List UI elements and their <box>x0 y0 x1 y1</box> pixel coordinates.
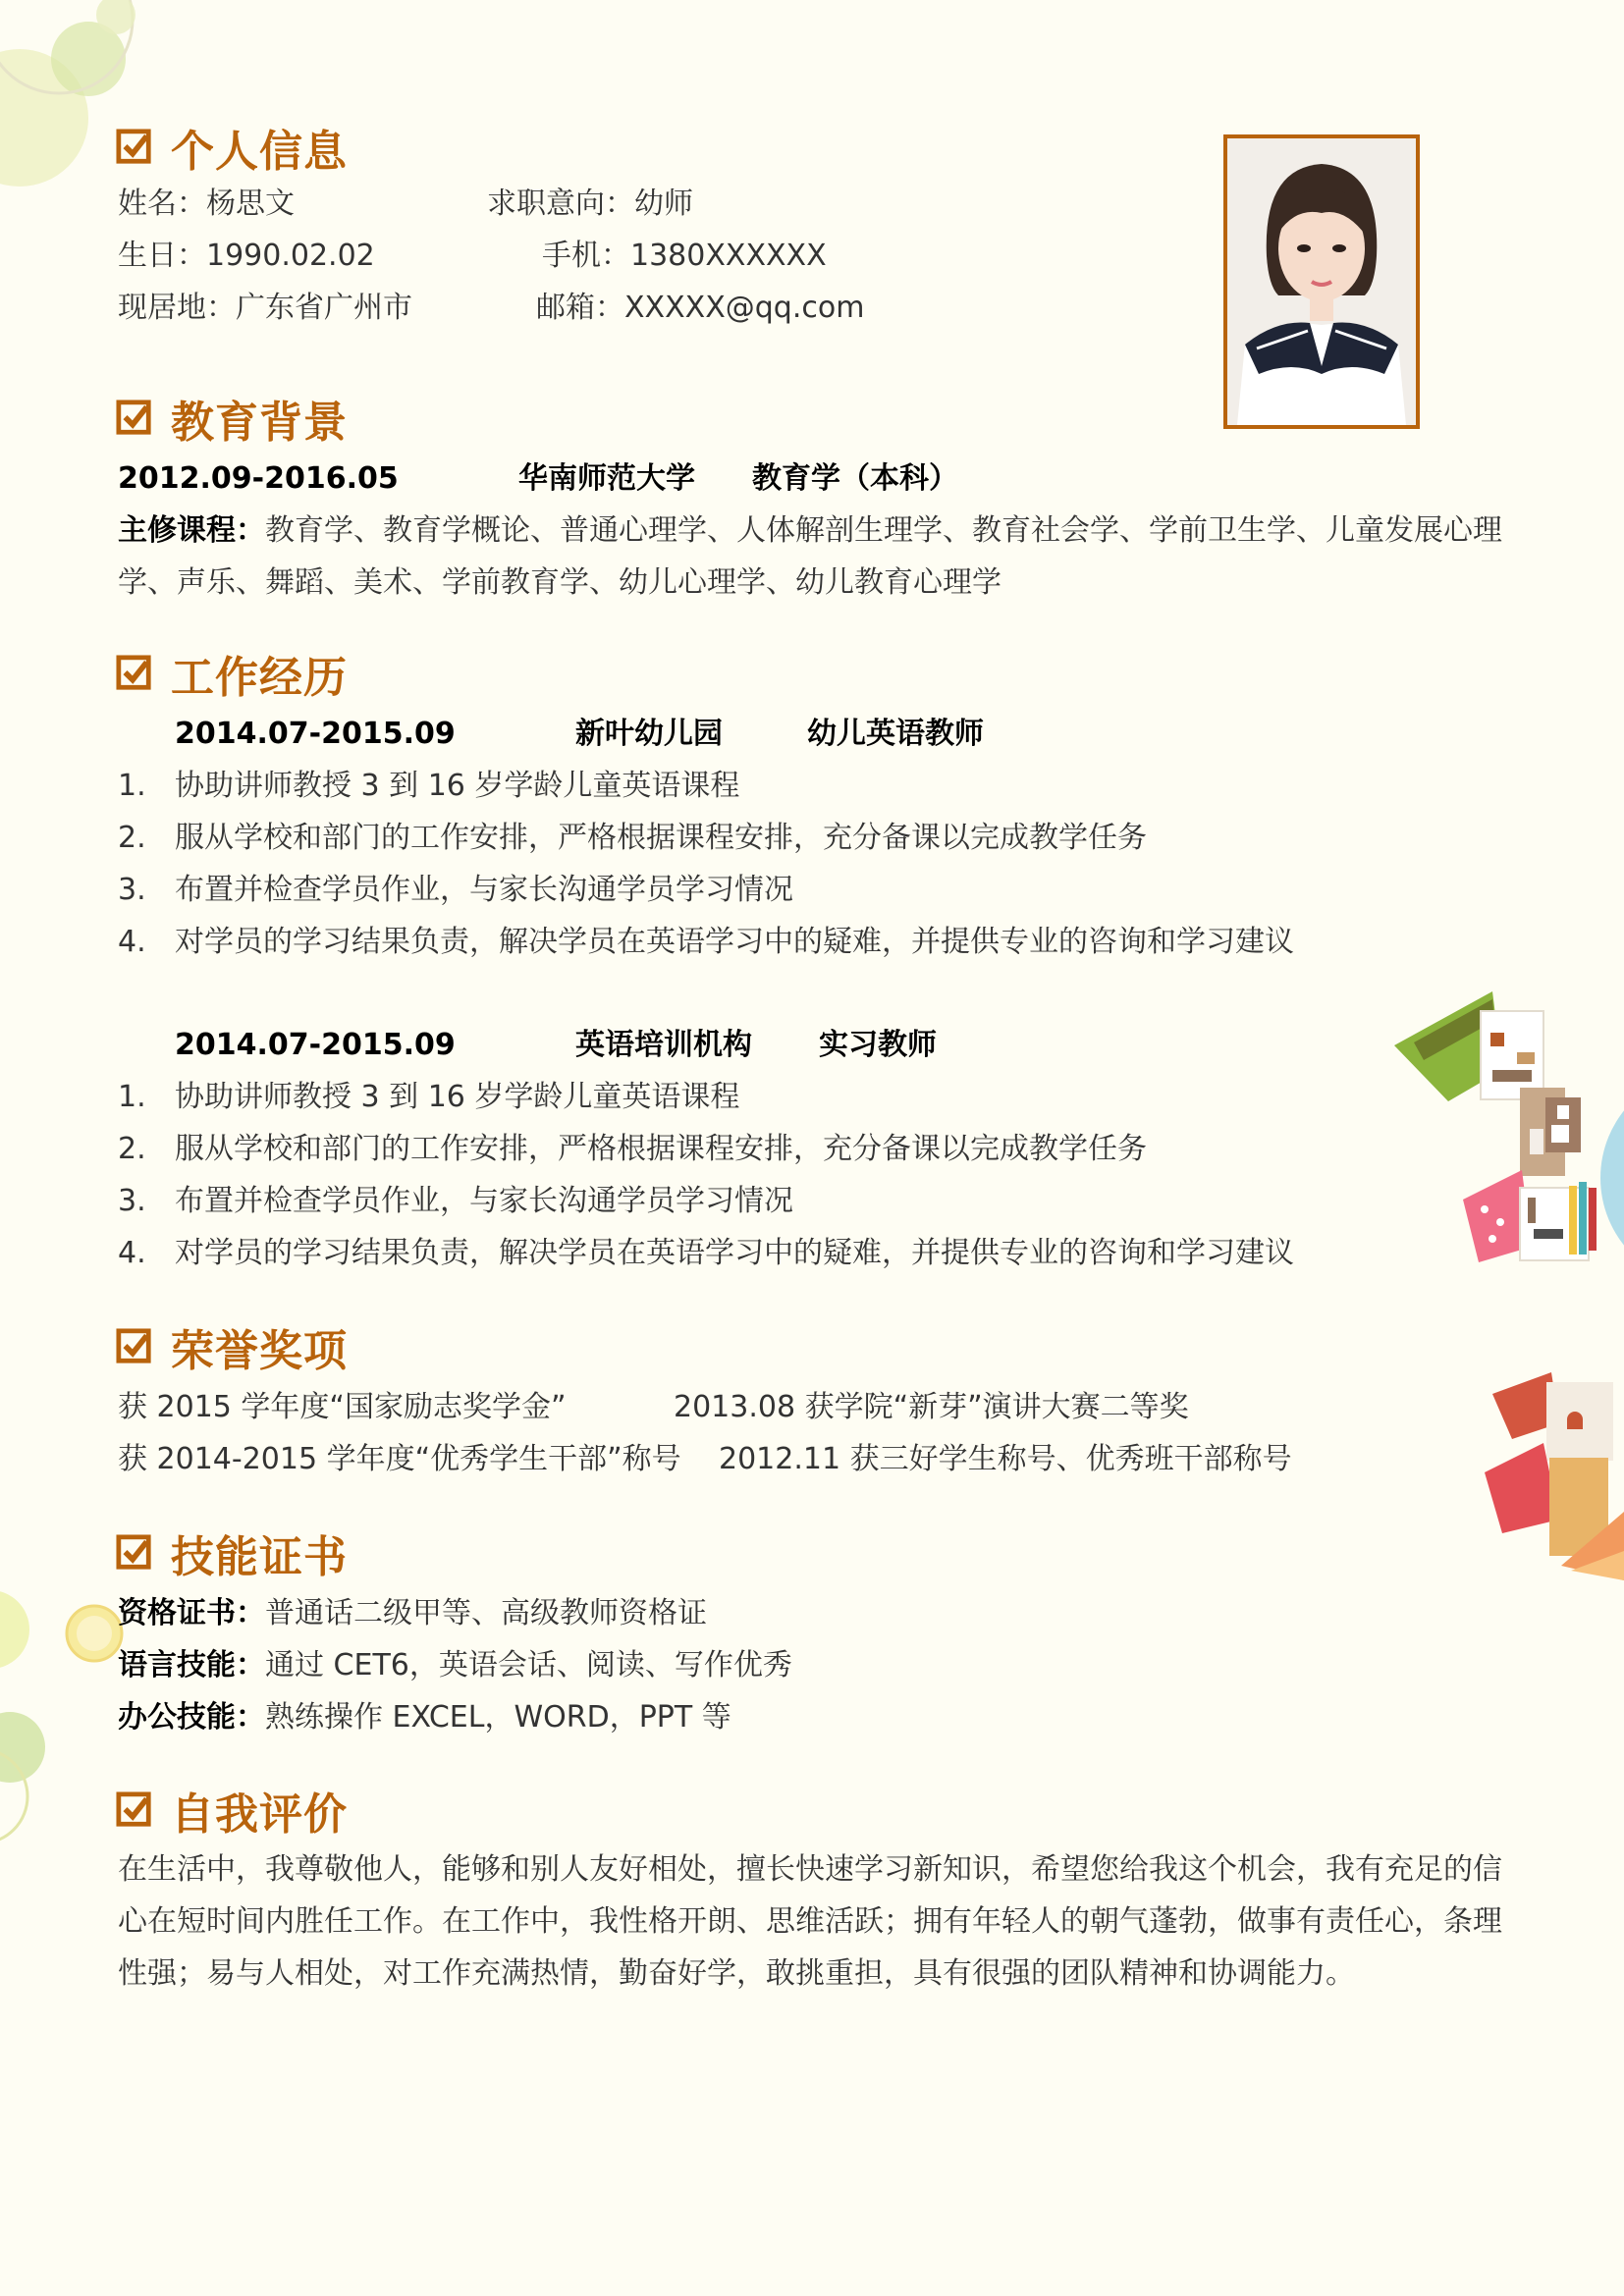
education-period: 2012.09-2016.05 <box>118 461 399 496</box>
work-period: 2014.07-2015.09 <box>175 717 456 751</box>
skill-label: 资格证书： <box>118 1596 265 1630</box>
list-text: 服从学校和部门的工作安排，严格根据课程安排，充分备课以完成教学任务 <box>175 1132 1147 1166</box>
checkbox-icon <box>116 1328 153 1365</box>
list-text: 对学员的学习结果负责，解决学员在英语学习中的疑难，并提供专业的咨询和学习建议 <box>175 1236 1294 1270</box>
section-title: 工作经历 <box>171 653 348 703</box>
section-skills <box>116 1522 348 1584</box>
work-role: 幼儿英语教师 <box>807 717 984 751</box>
skill-item <box>118 1646 792 1685</box>
list-item <box>118 1182 793 1221</box>
list-text: 协助讲师教授 3 到 16 岁学龄儿童英语课程 <box>175 1080 740 1114</box>
list-item <box>118 1130 1147 1169</box>
section-title: 技能证书 <box>171 1532 348 1582</box>
honor-item: 获 2015 学年度“国家励志奖学金” <box>118 1390 567 1424</box>
education-courses <box>118 505 1512 609</box>
section-personal <box>116 116 348 179</box>
honor-item: 2012.11 获三好学生称号、优秀班干部称号 <box>719 1442 1292 1476</box>
education-school: 华南师范大学 <box>518 461 695 496</box>
work-role: 实习教师 <box>819 1028 937 1062</box>
list-item <box>118 1234 1294 1273</box>
personal-objective: 求职意向：幼师 <box>487 187 693 221</box>
checkbox-icon <box>116 400 153 437</box>
list-number: 4. <box>118 925 146 959</box>
portrait-photo <box>1223 134 1420 429</box>
list-text: 布置并检查学员作业，与家长沟通学员学习情况 <box>175 1184 793 1218</box>
skill-text: 通过 CET6，英语会话、阅读、写作优秀 <box>265 1648 792 1682</box>
list-text: 对学员的学习结果负责，解决学员在英语学习中的疑难，并提供专业的咨询和学习建议 <box>175 925 1294 959</box>
skill-item <box>118 1594 707 1633</box>
list-number: 2. <box>118 1132 146 1166</box>
section-title: 个人信息 <box>171 127 348 177</box>
work-org: 英语培训机构 <box>575 1028 752 1062</box>
honor-item: 获 2014-2015 学年度“优秀学生干部”称号 <box>118 1442 681 1476</box>
personal-name: 姓名：杨思文 <box>118 187 295 221</box>
skill-text: 普通话二级甲等、高级教师资格证 <box>265 1596 707 1630</box>
list-number: 3. <box>118 1184 146 1218</box>
personal-birthday: 生日：1990.02.02 <box>118 239 375 273</box>
section-honors <box>116 1315 348 1378</box>
list-text: 协助讲师教授 3 到 16 岁学龄儿童英语课程 <box>175 769 740 803</box>
list-number: 2. <box>118 821 146 855</box>
personal-email: 邮箱：XXXXX@qq.com <box>536 291 865 325</box>
self-evaluation-text: 在生活中，我尊敬他人，能够和别人友好相处，擅长快速学习新知识，希望您给我这个机会，我有充足的信心在短时间内胜任工作。在工作中，我性格开朗、思维活跃；拥有年轻人的朝气蓬勃，做事有责任心，条理性强；易与人相处，对工作充满热情，勤奋好学，敢挑重担，具有很强的团队精神和协调能力。 <box>118 1852 1502 1991</box>
courses-label: 主修课程： <box>118 513 265 548</box>
work-org: 新叶幼儿园 <box>575 717 723 751</box>
list-item <box>118 1078 739 1117</box>
skill-label: 办公技能： <box>118 1700 265 1735</box>
honor-item: 2013.08 获学院“新芽”演讲大赛二等奖 <box>674 1390 1189 1424</box>
work-period: 2014.07-2015.09 <box>175 1028 456 1062</box>
section-title: 教育背景 <box>171 398 348 448</box>
education-major: 教育学（本科） <box>752 461 958 496</box>
section-title: 荣誉奖项 <box>171 1326 348 1376</box>
list-number: 3. <box>118 873 146 907</box>
section-work <box>116 642 348 705</box>
checkbox-icon <box>116 129 153 166</box>
personal-residence: 现居地：广东省广州市 <box>118 291 412 325</box>
list-item <box>118 871 793 910</box>
checkbox-icon <box>116 1791 153 1829</box>
list-text: 服从学校和部门的工作安排，严格根据课程安排，充分备课以完成教学任务 <box>175 821 1147 855</box>
list-number: 1. <box>118 1080 146 1114</box>
skill-item <box>118 1698 731 1737</box>
list-item <box>118 767 739 806</box>
section-education <box>116 387 348 450</box>
list-number: 4. <box>118 1236 146 1270</box>
list-number: 1. <box>118 769 146 803</box>
personal-phone: 手机：1380XXXXXX <box>542 239 827 273</box>
list-text: 布置并检查学员作业，与家长沟通学员学习情况 <box>175 873 793 907</box>
list-item <box>118 819 1147 858</box>
checkbox-icon <box>116 655 153 692</box>
skill-label: 语言技能： <box>118 1648 265 1682</box>
section-title: 自我评价 <box>171 1789 348 1840</box>
courses-text: 教育学、教育学概论、普通心理学、人体解剖生理学、教育社会学、学前卫生学、儿童发展心理学、声乐、舞蹈、美术、学前教育学、幼儿心理学、幼儿教育心理学 <box>118 513 1502 600</box>
list-item <box>118 923 1294 962</box>
portrait-icon <box>1227 138 1416 425</box>
checkbox-icon <box>116 1534 153 1572</box>
section-self-evaluation <box>116 1779 348 1842</box>
skill-text: 熟练操作 EXCEL，WORD，PPT 等 <box>265 1700 731 1735</box>
